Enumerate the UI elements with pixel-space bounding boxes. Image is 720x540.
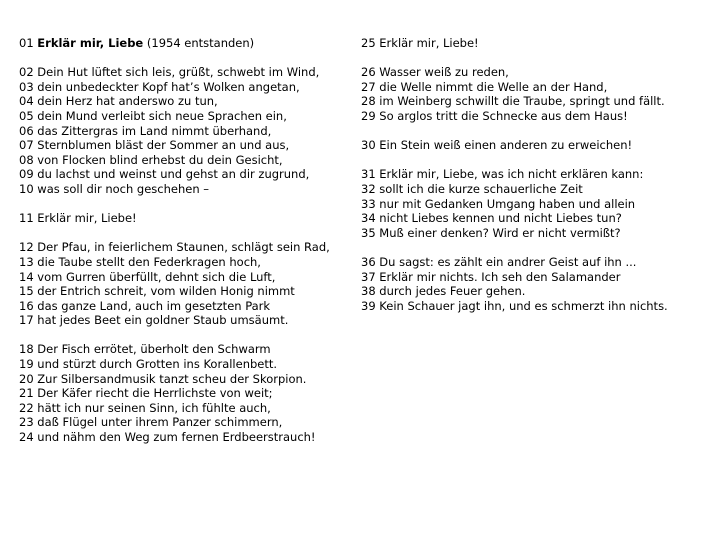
poem-date-note: (1954 entstanden)	[146, 36, 255, 50]
poem-line: 20 Zur Silbersandmusik tanzt scheu der Skorpion.	[19, 371, 307, 386]
poem-line: 11 Erklär mir, Liebe!	[19, 211, 137, 226]
poem-line: 30 Ein Stein weiß einen anderen zu erweichen!	[361, 138, 633, 153]
poem-line: 19 und stürzt durch Grotten ins Korallenbett.	[19, 357, 278, 372]
stanza	[19, 211, 349, 226]
poem-line: 18 Der Fisch errötet, überholt den Schwarm	[19, 342, 271, 357]
poem-title-line	[19, 36, 349, 51]
poem-line: 05 dein Mund verleibt sich neue Sprachen ein,	[19, 108, 287, 123]
stanza	[19, 342, 349, 444]
poem-line: 29 So arglos tritt die Schnecke aus dem Haus!	[361, 108, 628, 123]
poem-line: 26 Wasser weiß zu reden,	[361, 65, 509, 80]
poem-line: 23 daß Flügel unter ihrem Panzer schimmern,	[19, 415, 283, 430]
stanza	[19, 65, 349, 196]
poem-line: 09 du lachst und weinst und gehst an dir zugrund,	[19, 167, 310, 182]
poem-line: 39 Kein Schauer jagt ihn, und es schmerzt ihn nichts.	[361, 298, 668, 313]
poem-line: 38 durch jedes Feuer gehen.	[361, 284, 526, 299]
poem-line: 06 das Zittergras im Land nimmt überhand,	[19, 123, 272, 138]
poem-title: Erklär mir, Liebe	[37, 36, 144, 50]
poem-line: 24 und nähm den Weg zum fernen Erdbeerstrauch!	[19, 430, 316, 445]
right-column	[361, 36, 711, 313]
stanza	[361, 255, 711, 313]
poem-line: 12 Der Pfau, in feierlichem Staunen, schlägt sein Rad,	[19, 240, 330, 255]
stanza	[361, 167, 711, 240]
poem-line: 07 Sternblumen bläst der Sommer an und aus,	[19, 138, 290, 153]
line-number: 01	[19, 36, 34, 50]
poem-line: 28 im Weinberg schwillt die Traube, springt und fällt.	[361, 94, 665, 109]
poem-line: 13 die Taube stellt den Federkragen hoch,	[19, 254, 261, 269]
poem-line: 04 dein Herz hat anderswo zu tun,	[19, 94, 218, 109]
poem-line: 37 Erklär mir nichts. Ich seh den Salamander	[361, 269, 621, 284]
poem-line: 03 dein unbedeckter Kopf hat’s Wolken angetan,	[19, 79, 300, 94]
poem-line: 08 von Flocken blind erhebst du dein Gesicht,	[19, 152, 283, 167]
poem-line: 17 hat jedes Beet ein goldner Staub umsäumt.	[19, 313, 289, 328]
stanza	[361, 65, 711, 123]
poem-line: 36 Du sagst: es zählt ein andrer Geist auf ihn ...	[361, 254, 637, 269]
poem-line: 27 die Welle nimmt die Welle an der Hand,	[361, 79, 608, 94]
poem-line: 02 Dein Hut lüftet sich leis, grüßt, schwebt im Wind,	[19, 65, 320, 80]
poem-line: 21 Der Käfer riecht die Herrlichste von weit;	[19, 386, 273, 401]
poem-line: 35 Muß einer denken? Wird er nicht vermißt?	[361, 225, 621, 240]
poem-line: 22 hätt ich nur seinen Sinn, ich fühlte auch,	[19, 400, 271, 415]
poem-line: 34 nicht Liebes kennen und nicht Liebes tun?	[361, 211, 622, 226]
poem-line: 15 der Entrich schreit, vom wilden Honig nimmt	[19, 284, 295, 299]
stanza	[19, 240, 349, 328]
poem-line: 14 vom Gurren überfüllt, dehnt sich die Luft,	[19, 269, 276, 284]
stanza	[361, 36, 711, 51]
stanza	[361, 138, 711, 153]
poem-line: 33 nur mit Gedanken Umgang haben und allein	[361, 196, 636, 211]
poem-line: 25 Erklär mir, Liebe!	[361, 36, 479, 50]
poem-line: 16 das ganze Land, auch im gesetzten Park	[19, 298, 271, 313]
poem-line: 32 sollt ich die kurze schauerliche Zeit	[361, 181, 583, 196]
left-column	[19, 36, 349, 445]
poem-line: 31 Erklär mir, Liebe, was ich nicht erklären kann:	[361, 167, 644, 182]
poem-line: 10 was soll dir noch geschehen –	[19, 181, 210, 196]
